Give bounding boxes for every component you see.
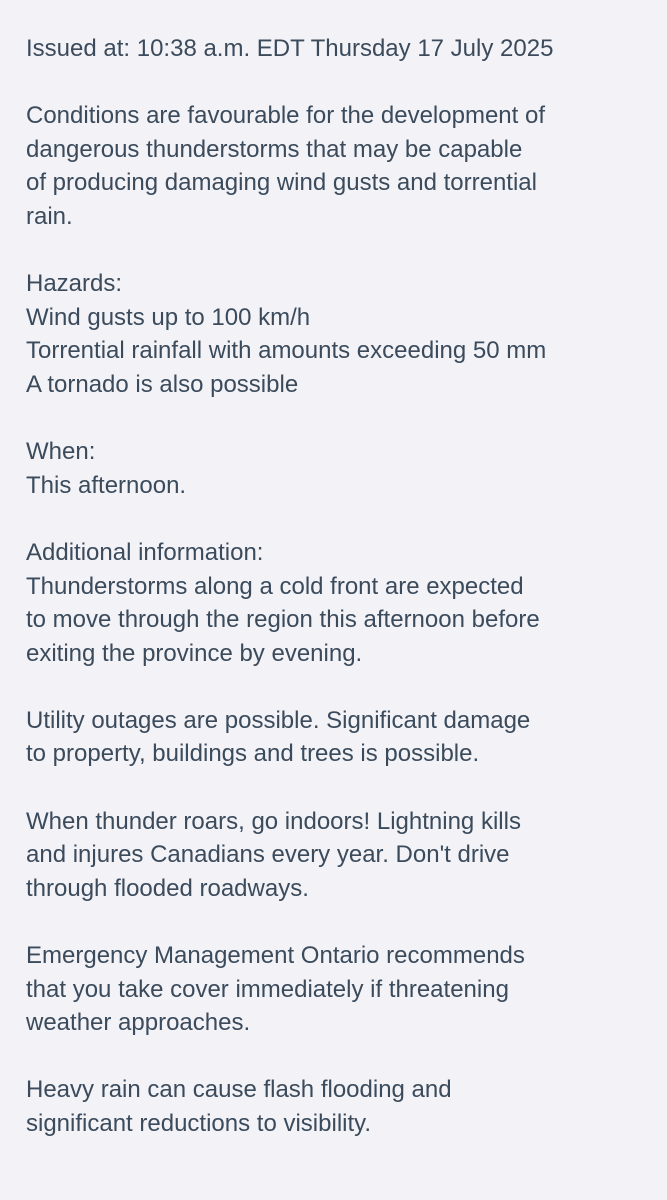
thunder-safety-line: When thunder roars, go indoors! Lightning kills (26, 807, 521, 835)
heavy-rain-line: significant reductions to visibility. (26, 1110, 372, 1137)
heavy-rain-paragraph (26, 1073, 656, 1140)
summary-line: rain. (26, 202, 73, 230)
when-heading: When: (26, 438, 96, 466)
additional-info-section (26, 536, 656, 670)
when-value: This afternoon. (26, 471, 187, 499)
emergency-line: that you take cover immediately if threatening (26, 975, 509, 1003)
issued-line: Issued at: 10:38 a.m. EDT Thursday 17 July 2025 (26, 35, 554, 62)
utility-line: to property, buildings and trees is possible. (26, 740, 480, 768)
emergency-management-paragraph (26, 939, 656, 1040)
thunder-safety-line: through flooded roadways. (26, 874, 309, 902)
thunder-safety-paragraph (26, 805, 656, 906)
additional-info-heading: Additional information: (26, 538, 264, 566)
summary-paragraph (26, 99, 656, 233)
additional-info-line: exiting the province by evening. (26, 639, 363, 667)
alert-message-body (26, 32, 656, 1174)
when-section (26, 435, 656, 502)
additional-info-line: Thunderstorms along a cold front are expected (26, 572, 524, 600)
hazards-section (26, 267, 656, 401)
utility-line: Utility outages are possible. Significant damage (26, 706, 531, 734)
thunder-safety-line: and injures Canadians every year. Don't drive (26, 841, 510, 869)
hazards-heading: Hazards: (26, 270, 123, 298)
summary-line: dangerous thunderstorms that may be capable (26, 135, 523, 163)
hazard-item: A tornado is also possible (26, 370, 299, 398)
heavy-rain-line: Heavy rain can cause flash flooding and (26, 1076, 452, 1104)
summary-line: of producing damaging wind gusts and torrential (26, 169, 537, 197)
additional-info-line: to move through the region this afternoon before (26, 606, 540, 634)
hazard-item: Torrential rainfall with amounts exceeding 50 mm (26, 337, 547, 365)
issued-timestamp (26, 32, 656, 66)
utility-paragraph (26, 704, 656, 771)
summary-line: Conditions are favourable for the development of (26, 102, 545, 130)
hazard-item: Wind gusts up to 100 km/h (26, 303, 311, 331)
emergency-line: Emergency Management Ontario recommends (26, 942, 525, 970)
emergency-line: weather approaches. (26, 1009, 251, 1037)
